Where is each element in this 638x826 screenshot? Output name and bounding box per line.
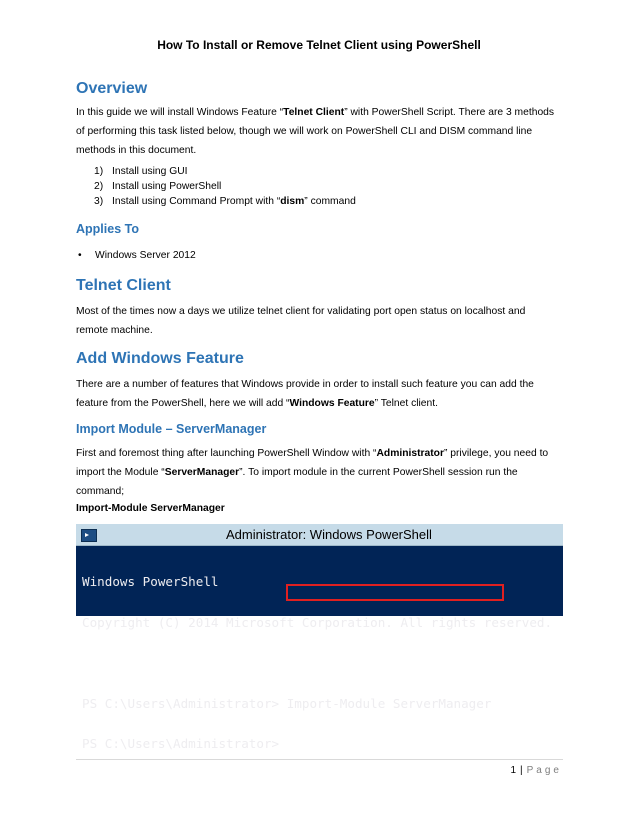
- list-number: 3): [94, 196, 104, 207]
- text-span: feature from the PowerShell, here we will add “: [76, 398, 290, 409]
- powershell-icon: [81, 529, 97, 542]
- console-output: [82, 548, 552, 778]
- page-footer: [510, 765, 562, 776]
- page-word: Page: [526, 765, 562, 776]
- telnet-client-paragraph: [76, 302, 562, 340]
- add-feature-paragraph: [76, 375, 562, 413]
- text-span: import the Module “: [76, 467, 165, 478]
- bold-term: dism: [280, 196, 305, 207]
- powershell-screenshot: [76, 524, 563, 751]
- bold-term: Administrator: [376, 448, 444, 459]
- overview-paragraph: [76, 103, 562, 160]
- import-module-paragraph: [76, 444, 562, 501]
- add-feature-heading: Add Windows Feature: [76, 350, 244, 367]
- text-span: ”. To import module in the current PowerShell session run the: [239, 467, 518, 478]
- overview-line-1: [76, 103, 562, 122]
- list-text: Install using GUI: [112, 166, 188, 177]
- console-line: PS C:\Users\Administrator> Import-Module ServerManager: [82, 695, 492, 711]
- page-number: 1: [510, 765, 517, 776]
- console-line: [82, 656, 552, 670]
- list-text: Install using PowerShell: [112, 181, 222, 192]
- paragraph-line: Most of the times now a days we utilize telnet client for validating port open status on localhost and: [76, 306, 526, 317]
- text-span: ” Telnet client.: [374, 398, 438, 409]
- bold-term: Telnet Client: [283, 107, 345, 118]
- list-item: [94, 179, 356, 194]
- bold-term: ServerManager: [164, 467, 240, 478]
- telnet-client-heading: Telnet Client: [76, 277, 171, 294]
- bullet-icon: •: [78, 250, 82, 261]
- applies-to-heading: Applies To: [76, 222, 139, 236]
- text-span: First and foremost thing after launching PowerShell Window with “: [76, 448, 377, 459]
- paragraph-line: remote machine.: [76, 325, 153, 336]
- paragraph-line: There are a number of features that Windows provide in order to install such feature you can add the: [76, 379, 534, 390]
- overview-line-3: methods in this document.: [76, 145, 197, 156]
- applies-to-item: [78, 250, 196, 261]
- console-line: PS C:\Users\Administrator>: [82, 736, 280, 751]
- list-item: [94, 194, 356, 209]
- command-highlight-box: [286, 584, 504, 601]
- console-line: Copyright (C) 2014 Microsoft Corporation. All rights reserved.: [82, 614, 553, 630]
- console-line: Windows PowerShell: [82, 574, 219, 589]
- footer-divider: [76, 759, 563, 760]
- list-number: 2): [94, 181, 104, 192]
- footer-separator: |: [520, 765, 523, 776]
- paragraph-line: command;: [76, 486, 125, 497]
- window-title: Administrator: Windows PowerShell: [226, 527, 432, 542]
- text-span: In this guide we will install Windows Feature “: [76, 107, 284, 118]
- text-span: ” with PowerShell Script. There are 3 methods: [344, 107, 555, 118]
- paragraph-line: [76, 394, 562, 413]
- paragraph-line: [76, 463, 562, 482]
- overview-heading: Overview: [76, 80, 148, 97]
- document-title: How To Install or Remove Telnet Client using PowerShell: [157, 38, 481, 52]
- paragraph-line: [76, 444, 562, 463]
- list-text: ” command: [304, 196, 356, 207]
- import-module-heading: Import Module – ServerManager: [76, 422, 267, 436]
- window-title-bar: [76, 524, 563, 546]
- list-number: 1): [94, 166, 104, 177]
- list-text: Install using Command Prompt with “: [112, 196, 281, 207]
- list-text: Windows Server 2012: [95, 250, 196, 261]
- overview-line-2: of performing this task listed below, though we will work on PowerShell CLI and DISM command line: [76, 126, 533, 137]
- list-item: [94, 164, 356, 179]
- command-label: Import-Module ServerManager: [76, 503, 225, 514]
- bold-term: Windows Feature: [289, 398, 375, 409]
- text-span: ” privilege, you need to: [443, 448, 549, 459]
- methods-list: [94, 164, 356, 209]
